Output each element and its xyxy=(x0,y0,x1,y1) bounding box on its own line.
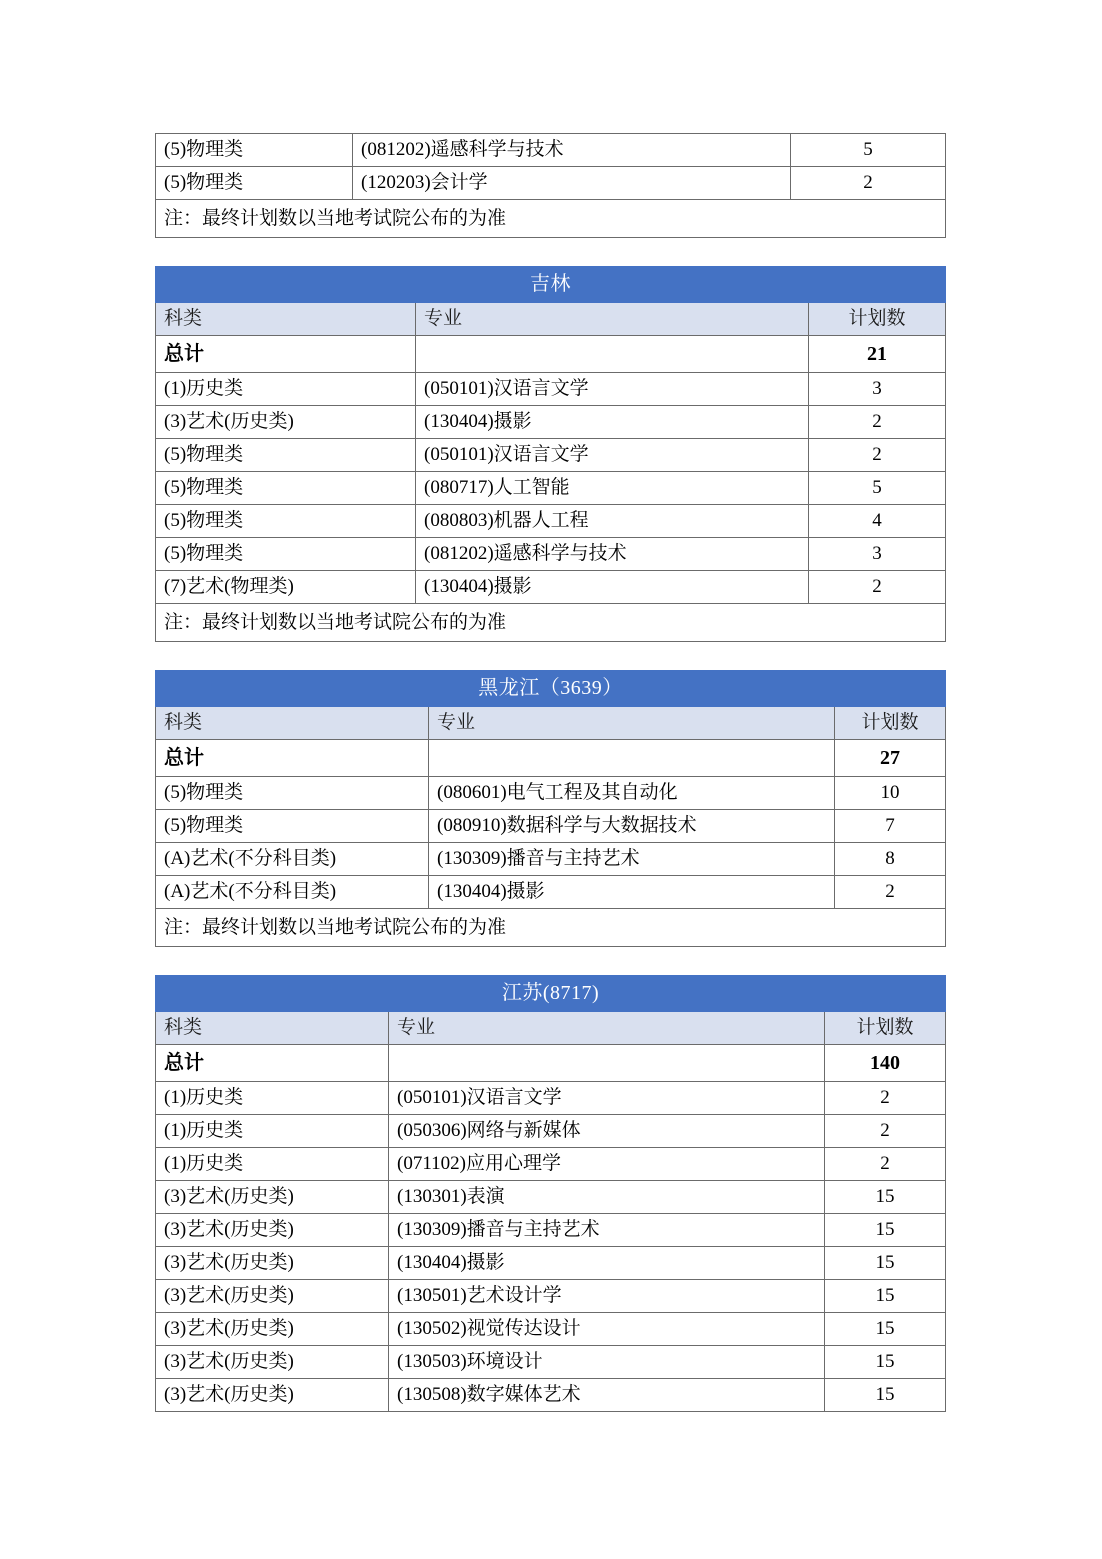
total-major-blank xyxy=(416,336,809,373)
cell-category: (7)艺术(物理类) xyxy=(156,571,416,604)
total-row xyxy=(156,1045,946,1082)
table-row xyxy=(156,1247,946,1280)
cell-category: (3)艺术(历史类) xyxy=(156,1214,389,1247)
cell-quota: 3 xyxy=(809,538,946,571)
cell-quota: 15 xyxy=(825,1313,946,1346)
total-quota: 140 xyxy=(825,1045,946,1082)
cell-category: (3)艺术(历史类) xyxy=(156,406,416,439)
table-heilongjiang xyxy=(155,670,946,947)
table-jiangsu xyxy=(155,975,946,1412)
table-row xyxy=(156,373,946,406)
total-major-blank xyxy=(429,740,835,777)
cell-quota: 5 xyxy=(809,472,946,505)
cell-quota: 2 xyxy=(809,406,946,439)
province-title: 吉林 xyxy=(156,267,946,303)
cell-quota: 2 xyxy=(825,1082,946,1115)
cell-category: (3)艺术(历史类) xyxy=(156,1181,389,1214)
total-label: 总计 xyxy=(156,740,429,777)
cell-category: (5)物理类 xyxy=(156,538,416,571)
total-major-blank xyxy=(389,1045,825,1082)
cell-major: (130508)数字媒体艺术 xyxy=(389,1379,825,1412)
column-header-quota: 计划数 xyxy=(825,1012,946,1045)
table-row xyxy=(156,406,946,439)
cell-major: (050101)汉语言文学 xyxy=(389,1082,825,1115)
cell-major: (080803)机器人工程 xyxy=(416,505,809,538)
cell-quota: 2 xyxy=(809,439,946,472)
cell-major: (130301)表演 xyxy=(389,1181,825,1214)
note-row xyxy=(156,604,946,642)
table-row xyxy=(156,1313,946,1346)
cell-category: (1)历史类 xyxy=(156,1082,389,1115)
table-row xyxy=(156,538,946,571)
cell-major: (130503)环境设计 xyxy=(389,1346,825,1379)
table-row xyxy=(156,505,946,538)
cell-category: (5)物理类 xyxy=(156,439,416,472)
table-row xyxy=(156,1082,946,1115)
table-row xyxy=(156,777,946,810)
column-header-category: 科类 xyxy=(156,1012,389,1045)
cell-major: (080601)电气工程及其自动化 xyxy=(429,777,835,810)
column-header-major: 专业 xyxy=(389,1012,825,1045)
cell-quota: 15 xyxy=(825,1247,946,1280)
cell-quota: 5 xyxy=(791,134,946,167)
province-title-row xyxy=(156,976,946,1012)
note-row xyxy=(156,909,946,947)
cell-major: (120203)会计学 xyxy=(353,167,791,200)
cell-category: (3)艺术(历史类) xyxy=(156,1379,389,1412)
cell-category: (1)历史类 xyxy=(156,1148,389,1181)
cell-quota: 8 xyxy=(835,843,946,876)
cell-category: (1)历史类 xyxy=(156,373,416,406)
cell-quota: 2 xyxy=(791,167,946,200)
cell-quota: 10 xyxy=(835,777,946,810)
note-text: 注：最终计划数以当地考试院公布的为准 xyxy=(156,909,946,947)
cell-category: (A)艺术(不分科目类) xyxy=(156,876,429,909)
cell-category: (3)艺术(历史类) xyxy=(156,1280,389,1313)
cell-major: (050101)汉语言文学 xyxy=(416,439,809,472)
cell-quota: 15 xyxy=(825,1379,946,1412)
table-gap xyxy=(155,238,945,266)
cell-category: (3)艺术(历史类) xyxy=(156,1313,389,1346)
table-row xyxy=(156,1115,946,1148)
table-gap xyxy=(155,642,945,670)
column-header-category: 科类 xyxy=(156,707,429,740)
cell-quota: 2 xyxy=(809,571,946,604)
cell-quota: 15 xyxy=(825,1181,946,1214)
total-row xyxy=(156,740,946,777)
cell-category: (1)历史类 xyxy=(156,1115,389,1148)
total-row xyxy=(156,336,946,373)
total-quota: 21 xyxy=(809,336,946,373)
cell-major: (081202)遥感科学与技术 xyxy=(416,538,809,571)
table-row xyxy=(156,876,946,909)
table-row xyxy=(156,810,946,843)
column-header-quota: 计划数 xyxy=(809,303,946,336)
total-quota: 27 xyxy=(835,740,946,777)
cell-quota: 2 xyxy=(835,876,946,909)
cell-quota: 2 xyxy=(825,1115,946,1148)
table-row xyxy=(156,1346,946,1379)
cell-quota: 3 xyxy=(809,373,946,406)
document-page xyxy=(155,133,945,1412)
cell-major: (130502)视觉传达设计 xyxy=(389,1313,825,1346)
note-text: 注：最终计划数以当地考试院公布的为准 xyxy=(156,604,946,642)
cell-major: (050306)网络与新媒体 xyxy=(389,1115,825,1148)
table-row xyxy=(156,1214,946,1247)
note-row xyxy=(156,200,946,238)
cell-major: (080910)数据科学与大数据技术 xyxy=(429,810,835,843)
cell-category: (3)艺术(历史类) xyxy=(156,1247,389,1280)
column-header-row xyxy=(156,707,946,740)
cell-major: (081202)遥感科学与技术 xyxy=(353,134,791,167)
column-header-row xyxy=(156,1012,946,1045)
note-text: 注：最终计划数以当地考试院公布的为准 xyxy=(156,200,946,238)
table-row xyxy=(156,439,946,472)
cell-category: (5)物理类 xyxy=(156,777,429,810)
total-label: 总计 xyxy=(156,336,416,373)
table-row xyxy=(156,1379,946,1412)
cell-category: (5)物理类 xyxy=(156,810,429,843)
cell-category: (5)物理类 xyxy=(156,472,416,505)
table-jilin xyxy=(155,266,946,642)
column-header-major: 专业 xyxy=(429,707,835,740)
cell-major: (071102)应用心理学 xyxy=(389,1148,825,1181)
cell-major: (130404)摄影 xyxy=(416,406,809,439)
tables-container xyxy=(155,133,945,1412)
cell-major: (050101)汉语言文学 xyxy=(416,373,809,406)
table-continued xyxy=(155,133,946,238)
cell-major: (080717)人工智能 xyxy=(416,472,809,505)
cell-major: (130404)摄影 xyxy=(416,571,809,604)
table-row xyxy=(156,134,946,167)
cell-quota: 7 xyxy=(835,810,946,843)
cell-category: (5)物理类 xyxy=(156,505,416,538)
table-gap xyxy=(155,947,945,975)
cell-quota: 4 xyxy=(809,505,946,538)
column-header-row xyxy=(156,303,946,336)
column-header-major: 专业 xyxy=(416,303,809,336)
cell-major: (130501)艺术设计学 xyxy=(389,1280,825,1313)
table-row xyxy=(156,843,946,876)
table-row xyxy=(156,571,946,604)
cell-major: (130404)摄影 xyxy=(389,1247,825,1280)
cell-quota: 15 xyxy=(825,1214,946,1247)
table-row xyxy=(156,1181,946,1214)
cell-quota: 15 xyxy=(825,1346,946,1379)
province-title: 黑龙江（3639） xyxy=(156,671,946,707)
province-title: 江苏(8717) xyxy=(156,976,946,1012)
cell-quota: 15 xyxy=(825,1280,946,1313)
total-label: 总计 xyxy=(156,1045,389,1082)
cell-major: (130309)播音与主持艺术 xyxy=(429,843,835,876)
column-header-category: 科类 xyxy=(156,303,416,336)
cell-major: (130404)摄影 xyxy=(429,876,835,909)
table-row xyxy=(156,1280,946,1313)
cell-quota: 2 xyxy=(825,1148,946,1181)
province-title-row xyxy=(156,671,946,707)
cell-major: (130309)播音与主持艺术 xyxy=(389,1214,825,1247)
table-row xyxy=(156,472,946,505)
table-row xyxy=(156,1148,946,1181)
table-row xyxy=(156,167,946,200)
cell-category: (3)艺术(历史类) xyxy=(156,1346,389,1379)
column-header-quota: 计划数 xyxy=(835,707,946,740)
province-title-row xyxy=(156,267,946,303)
cell-category: (A)艺术(不分科目类) xyxy=(156,843,429,876)
cell-category: (5)物理类 xyxy=(156,167,353,200)
cell-category: (5)物理类 xyxy=(156,134,353,167)
